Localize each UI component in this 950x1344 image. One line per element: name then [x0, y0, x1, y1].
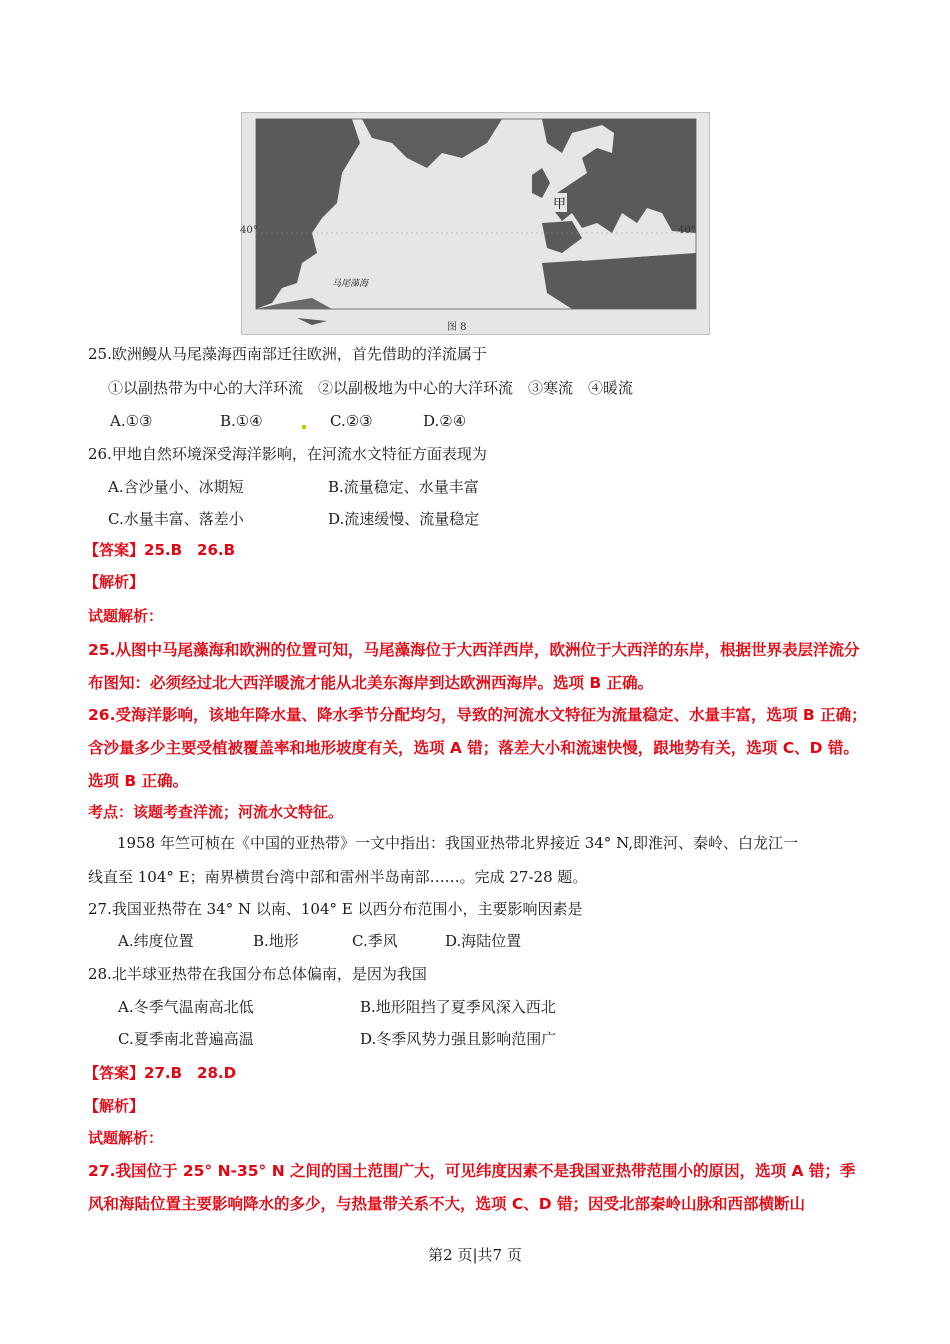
q27-option-d: D.海陆位置 — [445, 932, 522, 950]
kaodian: 考点：该题考查洋流；河流水文特征。 — [88, 803, 344, 821]
atlantic-map — [242, 113, 709, 334]
q25-option-c: C.②③ — [330, 412, 373, 430]
q26-option-d: D.流速缓慢、流量稳定 — [328, 510, 480, 528]
q25-items: ①以副热带为中心的大洋环流 ②以副极地为中心的大洋环流 ③寒流 ④暖流 — [108, 379, 634, 397]
q25-stem: 25.欧洲鳗从马尾藻海西南部迁往欧洲，首先借助的洋流属于 — [88, 345, 487, 363]
passage-line-2: 线直至 104° E；南界横贯台湾中部和雷州半岛南部……。完成 27-28 题。 — [88, 868, 588, 886]
analysis-tag: 【解析】 — [84, 1097, 145, 1115]
q28-option-c: C.夏季南北普遍高温 — [118, 1030, 254, 1048]
answer-line-1 — [84, 540, 235, 560]
q26-option-a: A.含沙量小、冰期短 — [108, 478, 244, 496]
answer-value: 25.B 26.B — [144, 541, 236, 559]
analysis-p26: 26.受海洋影响，该地年降水量、降水季节分配均匀，导致的河流水文特征为流量稳定、水量丰富，选项 B 正确；含沙量多少主要受植被覆盖率和地形坡度有关，选项 A 错；落差大小和流速快慢，跟地势有关，选项 C、D 错。选项 B 正确。 — [88, 706, 867, 790]
figure-caption: 图 8 — [447, 322, 467, 333]
passage-line-1: 1958 年竺可桢在《中国的亚热带》一文中指出：我国亚热带北界接近 34° N,即淮河、秦岭、白龙江一 — [117, 834, 799, 852]
q28-option-b: B.地形阻挡了夏季风深入西北 — [360, 998, 556, 1016]
lat-label-right: 40° — [678, 225, 696, 236]
lat-label-left: 40° — [240, 225, 258, 236]
analysis-p25: 25.从图中马尾藻海和欧洲的位置可知，马尾藻海位于大西洋西岸，欧洲位于大西洋的东岸，根据世界表层洋流分布图知：必须经过北大西洋暖流才能从北美东海岸到达欧洲西海岸。选项 B 正确。 — [88, 641, 860, 692]
stray-dot — [302, 425, 306, 429]
analysis-p27: 27.我国位于 25° N-35° N 之间的国土范围广大，可见纬度因素不是我国亚热带范围小的原因，选项 A 错；季风和海陆位置主要影响降水的多少，与热量带关系不大，选项 C、D 错；因受北部秦岭山脉和西部横断山 — [88, 1162, 856, 1213]
q25-option-d: D.②④ — [423, 412, 467, 430]
analysis-title: 试题解析： — [88, 607, 164, 625]
q27-stem: 27.我国亚热带在 34° N 以南、104° E 以西分布范围小，主要影响因素是 — [88, 900, 583, 918]
q25-option-a: A.①③ — [110, 412, 153, 430]
q28-option-d: D.冬季风势力强且影响范围广 — [360, 1030, 557, 1048]
q26-stem: 26.甲地自然环境深受海洋影响，在河流水文特征方面表现为 — [88, 445, 487, 463]
q26-option-b: B.流量稳定、水量丰富 — [328, 478, 479, 496]
q28-stem: 28.北半球亚热带在我国分布总体偏南，是因为我国 — [88, 965, 427, 983]
q25-option-b: B.①④ — [220, 412, 263, 430]
answer-line-2 — [84, 1063, 236, 1083]
answer-tag: 【答案】 — [84, 541, 145, 559]
page-footer: 第2 页|共7 页 — [428, 1246, 522, 1264]
sargasso-sea-label: 马尾藻海 — [332, 279, 369, 289]
analysis-tag: 【解析】 — [84, 573, 145, 591]
map-figure — [241, 112, 710, 335]
q26-option-c: C.水量丰富、落差小 — [108, 510, 244, 528]
jia-label: 甲 — [552, 193, 567, 212]
q27-option-b: B.地形 — [253, 932, 299, 950]
answer-value: 27.B 28.D — [144, 1064, 237, 1082]
q27-option-c: C.季风 — [352, 932, 398, 950]
answer-tag: 【答案】 — [84, 1064, 145, 1082]
q27-option-a: A.纬度位置 — [118, 932, 194, 950]
q28-option-a: A.冬季气温南高北低 — [118, 998, 254, 1016]
analysis-title: 试题解析： — [88, 1129, 164, 1147]
